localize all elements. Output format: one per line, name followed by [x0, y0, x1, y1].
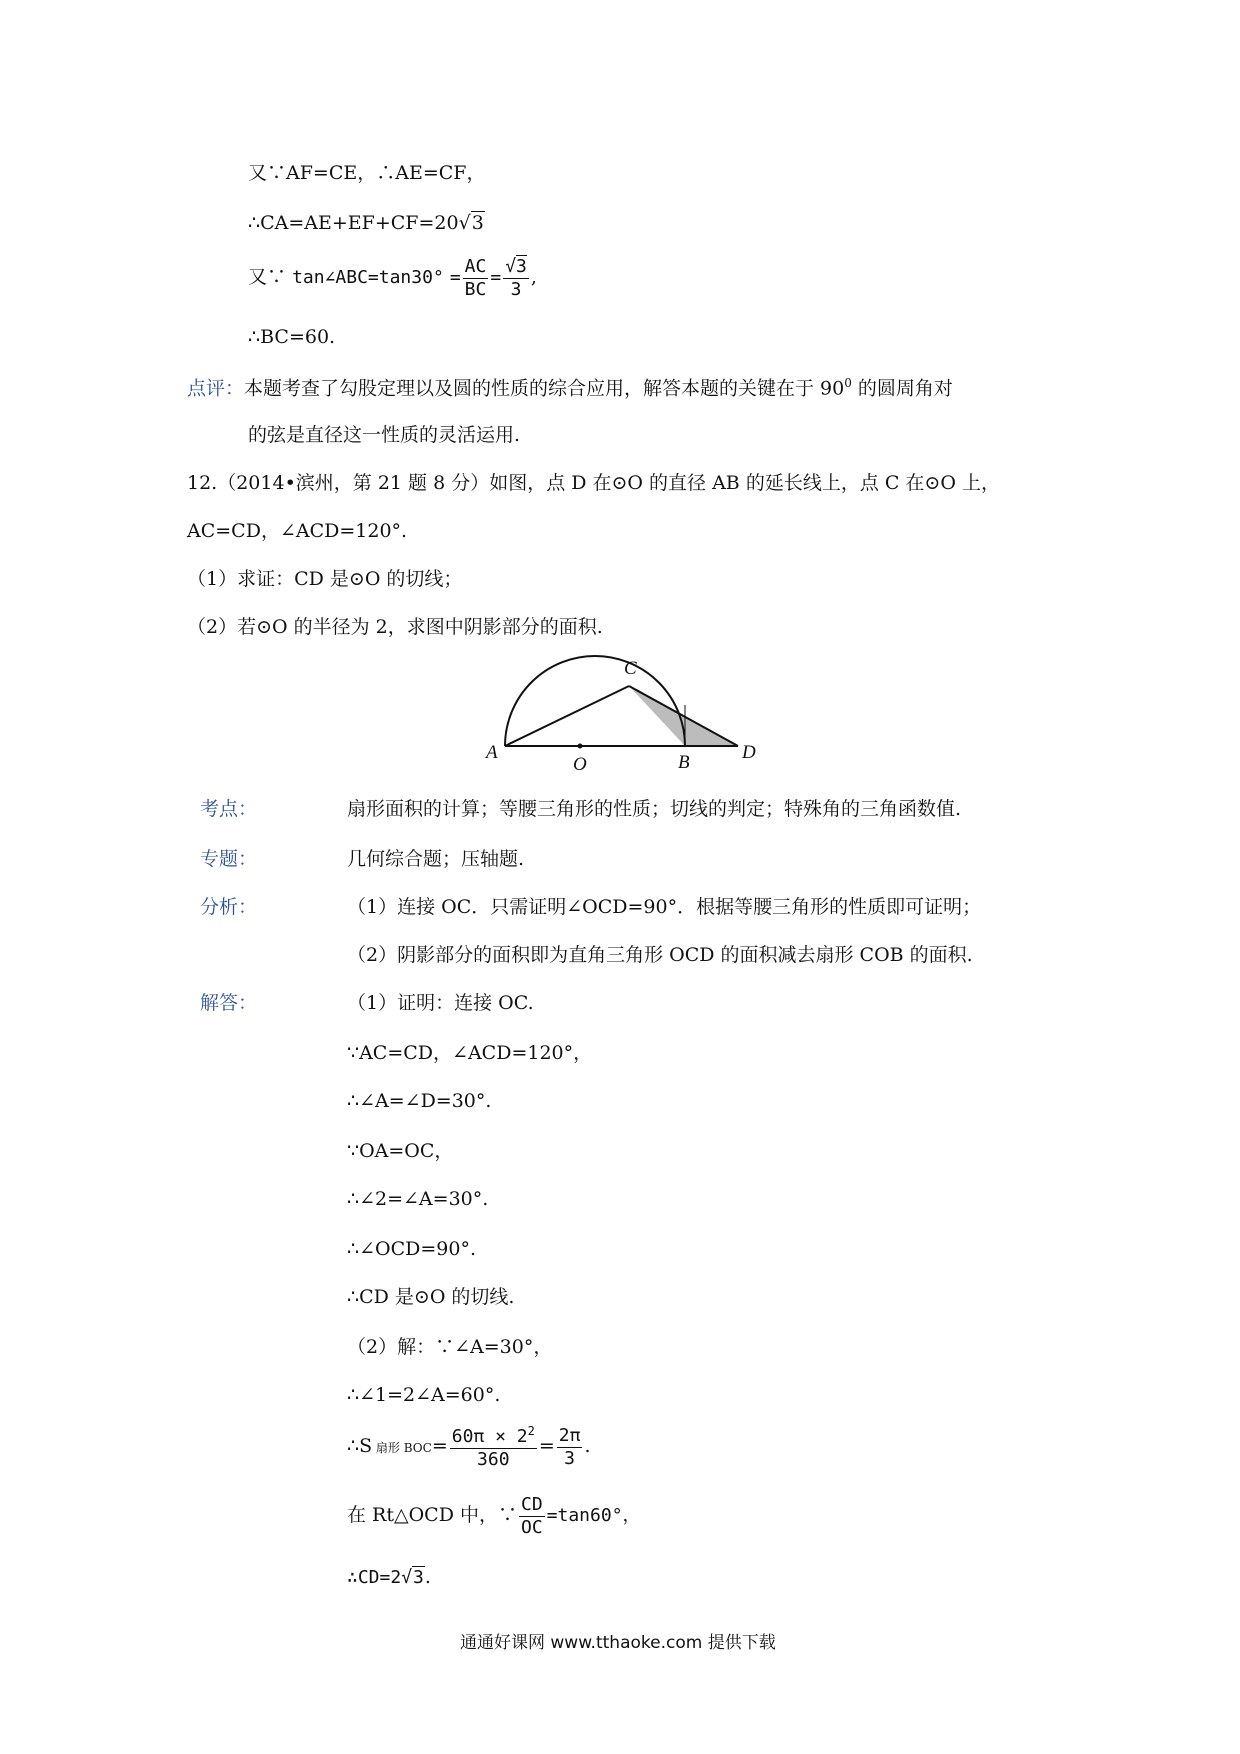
text: =tan60°， — [546, 1505, 641, 1527]
answer-line-5 — [347, 1188, 488, 1211]
question-1 — [187, 568, 462, 591]
text: （1）连接 OC．只需证明∠OCD=90°．根据等腰三角形的性质即可证明； — [347, 896, 982, 918]
text: （1）证明：连接 OC. — [347, 992, 534, 1014]
sqrt: √3 — [401, 1567, 424, 1588]
label-c: C — [624, 658, 637, 679]
label-d: D — [742, 742, 756, 763]
text: ∴CD=2 — [347, 1567, 402, 1588]
text: （2）阴影部分的面积即为直角三角形 OCD 的面积减去扇形 COB 的面积. — [347, 944, 973, 966]
denominator: OC — [520, 1516, 543, 1538]
answer-line-4 — [347, 1140, 453, 1163]
problem-line-2 — [187, 520, 407, 543]
numerator: √3 — [505, 256, 527, 277]
footer — [460, 1633, 776, 1653]
numerator — [450, 1424, 537, 1449]
answer-line-8 — [347, 1336, 552, 1359]
text: 的圆周角对 — [851, 377, 953, 400]
radicand: 3 — [471, 212, 484, 234]
text: ∴∠2=∠A=30°. — [347, 1188, 489, 1210]
comment-label: 点评： — [187, 377, 245, 400]
text: 分析： — [200, 896, 258, 918]
text: ∵OA=OC， — [347, 1140, 454, 1162]
text: 在 Rt△OCD 中，∵ — [347, 1504, 517, 1527]
superscript: 0 — [844, 376, 852, 390]
denominator: 360 — [477, 1448, 510, 1470]
text: 又∵AF=CE，∴AE=CF， — [248, 162, 486, 184]
zhuanti-text — [347, 848, 524, 871]
fraction-ac-bc — [463, 256, 489, 300]
answer-line-2 — [347, 1042, 592, 1065]
denominator: 3 — [564, 1447, 576, 1469]
fenxi-line-2 — [347, 944, 973, 967]
answer-line-11 — [347, 1494, 641, 1538]
answer-line-9 — [347, 1384, 500, 1407]
answer-label — [200, 992, 257, 1015]
text: ∴CD 是⊙O 的切线. — [347, 1286, 515, 1308]
fenxi-line-1 — [347, 896, 981, 919]
top-line-2 — [248, 212, 485, 235]
text: 几何综合题；压轴题. — [347, 848, 525, 870]
equals: = — [431, 1435, 448, 1458]
text: AC=CD，∠ACD=120°. — [187, 520, 408, 542]
fraction-cd-oc — [519, 1494, 545, 1538]
segment-ac — [505, 686, 629, 746]
kaodian-label — [200, 798, 257, 821]
text: 12.（2014•滨州，第 21 题 8 分）如图，点 D 在⊙O 的直径 AB 的延长线上，点 C 在⊙O 上， — [187, 472, 1000, 494]
radicand: 3 — [413, 1567, 424, 1588]
geometry-figure — [480, 650, 760, 780]
radicand: 3 — [516, 256, 527, 277]
top-line-1 — [248, 162, 485, 185]
text: ∴CA=AE+EF+CF=20 — [248, 212, 459, 234]
numerator: CD — [520, 1494, 543, 1515]
numerator: 2π — [558, 1425, 581, 1446]
footer-text: 通通好课网 www.tthaoke.com 提供下载 — [460, 1633, 776, 1653]
zhuanti-label — [200, 848, 257, 871]
top-line-4 — [248, 326, 335, 349]
text: （1）求证：CD 是⊙O 的切线； — [187, 568, 463, 590]
problem-line-1 — [187, 472, 1000, 495]
question-2 — [187, 616, 603, 639]
fenxi-label — [200, 896, 257, 919]
answer-line-12 — [347, 1566, 431, 1589]
text: 本题考查了勾股定理以及圆的性质的综合应用，解答本题的关键在于 90 — [244, 377, 845, 400]
text: ∴∠A=∠D=30°. — [347, 1090, 492, 1112]
sqrt: √3 — [458, 212, 484, 234]
kaodian-text — [347, 798, 961, 821]
text: 解答： — [200, 992, 258, 1014]
text: ∴∠OCD=90°. — [347, 1238, 476, 1260]
answer-line-1 — [347, 992, 534, 1015]
text: 扇形面积的计算；等腰三角形的性质；切线的判定；特殊角的三角函数值. — [347, 798, 962, 820]
label-b: B — [678, 752, 690, 773]
equals: = — [449, 267, 461, 289]
tan-expression: tan∠ABC=tan30° — [292, 267, 444, 289]
text: ∴BC=60. — [248, 326, 336, 348]
answer-line-6 — [347, 1238, 476, 1261]
equals: = — [538, 1435, 555, 1458]
label-a: A — [486, 742, 498, 763]
text: ∴S — [347, 1435, 373, 1458]
text: . — [424, 1566, 431, 1588]
text: 考点： — [200, 798, 258, 820]
comment-line-2 — [248, 424, 520, 447]
text: 60π × 2 — [451, 1426, 528, 1447]
equals: = — [490, 267, 502, 289]
numerator: AC — [464, 256, 487, 277]
text: ∵AC=CD，∠ACD=120°， — [347, 1042, 593, 1064]
text: 专题： — [200, 848, 258, 870]
answer-line-3 — [347, 1090, 491, 1113]
fraction-2pi-3 — [557, 1425, 583, 1469]
text: （2）若⊙O 的半径为 2，求图中阴影部分的面积. — [187, 616, 603, 638]
text: （2）解：∵∠A=30°， — [347, 1336, 553, 1358]
top-line-3 — [248, 256, 537, 300]
fraction-sector-area — [450, 1424, 537, 1470]
comment-line-1 — [187, 376, 953, 400]
text: . — [584, 1435, 591, 1458]
answer-line-10 — [347, 1424, 590, 1470]
subscript: 扇形 BOC — [372, 1441, 432, 1456]
label-o: O — [573, 754, 587, 775]
denominator: 3 — [510, 278, 522, 300]
denominator: BC — [464, 278, 487, 300]
text: ∴∠1=2∠A=60°. — [347, 1384, 501, 1406]
center-point — [578, 744, 583, 749]
text: , — [530, 266, 537, 289]
fraction-sqrt3-3 — [503, 256, 529, 300]
text: 又∵ — [248, 266, 287, 289]
answer-line-7 — [347, 1286, 514, 1309]
text: 的弦是直径这一性质的灵活运用. — [248, 424, 521, 446]
superscript: 2 — [527, 1424, 535, 1438]
